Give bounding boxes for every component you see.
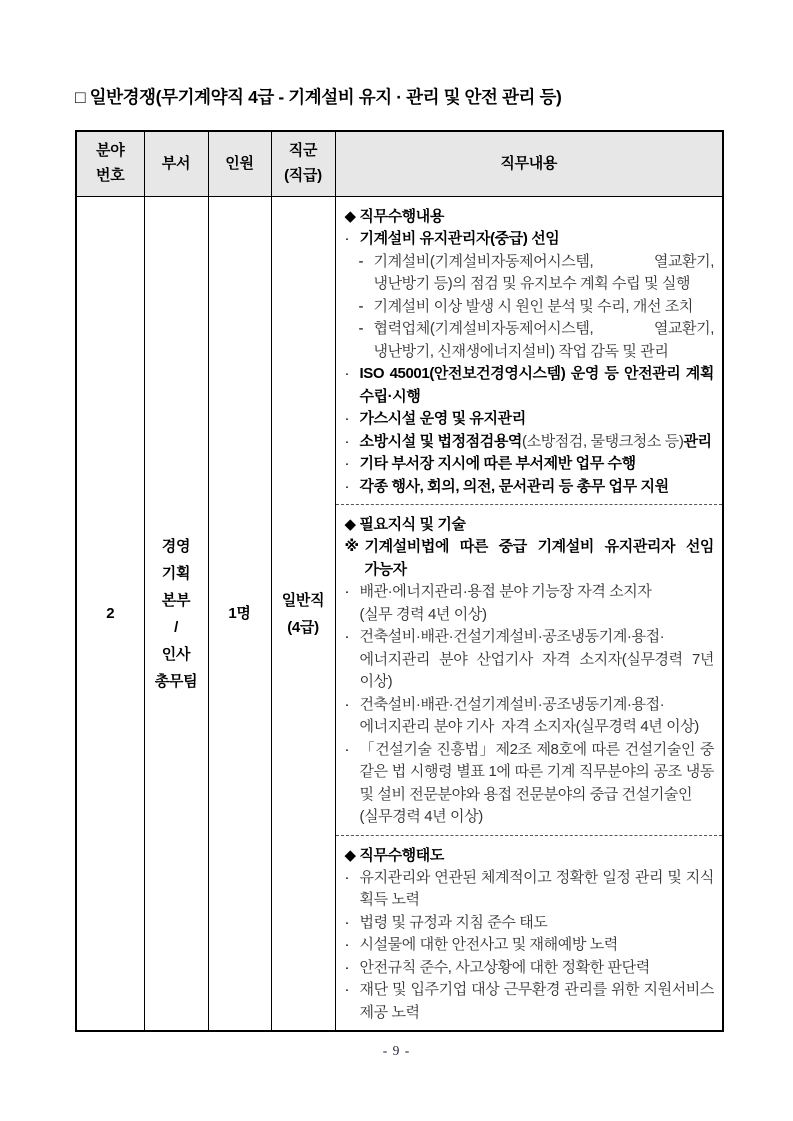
cell-field-number: 2 [76, 197, 144, 1032]
list-item [345, 318, 718, 363]
item-text: 「건설기술 진흥법」제2조 제8호에 따른 건설기술인 중 같은 법 시행령 별표 1에 따른 기계 직무분야의 공조 냉동 및 설비 전문분야와 용접 전문분야의 중급 건설기술인 (실무경력 4년 이상) [359, 740, 714, 825]
list-item [345, 581, 715, 626]
page-number: - 9 - [382, 1043, 411, 1058]
item-text: 시설물에 대한 안전사고 및 재해예방 노력 [359, 936, 618, 953]
list-item [345, 694, 715, 739]
list-item [345, 296, 715, 319]
bullet-marker: ※ [344, 538, 359, 555]
bullet-marker: · [344, 230, 350, 247]
item-text: 각종 행사, 회의, 의전, 문서관리 등 총무 업무 지원 [359, 477, 669, 495]
bullet-marker: · [344, 913, 350, 931]
list-item [345, 228, 715, 251]
item-text: 기계설비 유지관리자(중급) 선임 [359, 230, 560, 247]
bullet-marker: · [344, 410, 350, 427]
bullet-marker: · [344, 455, 350, 472]
list-item [344, 867, 718, 912]
bullet-marker: · [344, 958, 350, 976]
bullet-marker: - [358, 297, 364, 315]
job-content-cell [335, 197, 723, 1032]
bullet-marker: · [344, 477, 350, 495]
item-text: 건축설비·배관·건설기계설비·공조냉동기계·용접·에너지관리 분야 기사 자격 소지자(실무경력 4년 이상) [359, 695, 699, 735]
bullet-marker: · [344, 981, 350, 998]
bullet-marker: · [344, 868, 350, 886]
section-title: ◆ 필요지식 및 기술 [344, 516, 466, 533]
table-row [76, 197, 723, 1032]
job-section [336, 197, 723, 505]
item-text: 법령 및 규정과 지침 준수 태도 [359, 913, 548, 931]
list-item [344, 979, 718, 1024]
list-item [345, 431, 715, 454]
item-text: 기계설비법에 따른 중급 기계설비 유지관리자 선임 가능자 [364, 538, 718, 578]
header-job-group: 직군 (직급) [271, 131, 335, 197]
bullet-marker: · [344, 365, 350, 382]
page-title: □ 일반경쟁(무기계약직 4급 - 기계설비 유지 · 관리 및 안전 관리 등) [75, 87, 562, 107]
list-item [344, 626, 718, 694]
cell-department: 경영 기획 본부 / 인사 총무팀 [144, 197, 208, 1032]
list-item [344, 536, 718, 581]
bullet-marker: · [344, 740, 350, 758]
job-section [336, 836, 723, 1031]
item-text: 유지관리와 연관된 체계적이고 정확한 일정 관리 및 지식 획득 노력 [359, 868, 718, 908]
item-text: ISO 45001(안전보건경영시스템) 운영 등 안전관리 계획 수립·시행 [359, 365, 718, 405]
bullet-marker: · [344, 432, 350, 450]
item-text: 기계설비(기계설비자동제어시스템, 열교환기, 냉난방기 등)의 점검 및 유지보수 계획 수립 및 실행 [373, 252, 718, 292]
list-item [345, 912, 715, 935]
job-section [336, 505, 723, 836]
bullet-marker: · [344, 628, 350, 645]
section-title: ◆ 직무수행내용 [344, 208, 444, 225]
list-item [345, 739, 715, 829]
cell-job-group: 일반직 (4급) [271, 197, 335, 1032]
section-title: ◆ 직무수행태도 [344, 846, 444, 864]
item-text: 기계설비 이상 발생 시 원인 분석 및 수리, 개선 조치 [373, 297, 693, 315]
list-item [345, 453, 715, 476]
bullet-marker: - [358, 320, 364, 337]
item-text: 협력업체(기계설비자동제어시스템, 열교환기, 냉난방기, 신재생에너지설비) 작업 감독 및 관리 [373, 320, 718, 360]
bullet-marker: · [344, 583, 350, 600]
list-item [345, 476, 715, 499]
item-text: 건축설비·배관·건설기계설비·공조냉동기계·용접·에너지관리 분야 산업기사 자격 소지자(실무경력 7년 이상) [359, 628, 718, 690]
item-text: 재단 및 입주기업 대상 근무환경 관리를 위한 지원서비스 제공 노력 [359, 981, 718, 1021]
list-item [345, 251, 718, 296]
item-text: 기타 부서장 지시에 따른 부서제반 업무 수행 [359, 455, 636, 472]
job-table [75, 130, 724, 1032]
list-item [345, 934, 715, 957]
list-item [344, 363, 718, 408]
item-text: 배관·에너지관리·용접 분야 기능장 자격 소지자 (실무 경력 4년 이상) [359, 583, 652, 623]
bullet-marker: · [344, 936, 350, 953]
item-text: 안전규칙 준수, 사고상황에 대한 정확한 판단력 [359, 958, 650, 976]
item-text: 가스시설 운영 및 유지관리 [359, 410, 526, 427]
header-headcount: 인원 [208, 131, 271, 197]
bullet-marker: - [358, 252, 364, 270]
header-department: 부서 [144, 131, 208, 197]
table-header-row [76, 131, 723, 197]
list-item [345, 957, 715, 980]
bullet-marker: · [344, 695, 350, 713]
item-text: 소방시설 및 법정점검용역(소방점검, 물탱크청소 등)관리 [359, 432, 712, 450]
header-field-number: 분야 번호 [76, 131, 144, 197]
header-job-description: 직무내용 [335, 131, 723, 197]
cell-headcount: 1명 [208, 197, 271, 1032]
list-item [345, 408, 715, 431]
